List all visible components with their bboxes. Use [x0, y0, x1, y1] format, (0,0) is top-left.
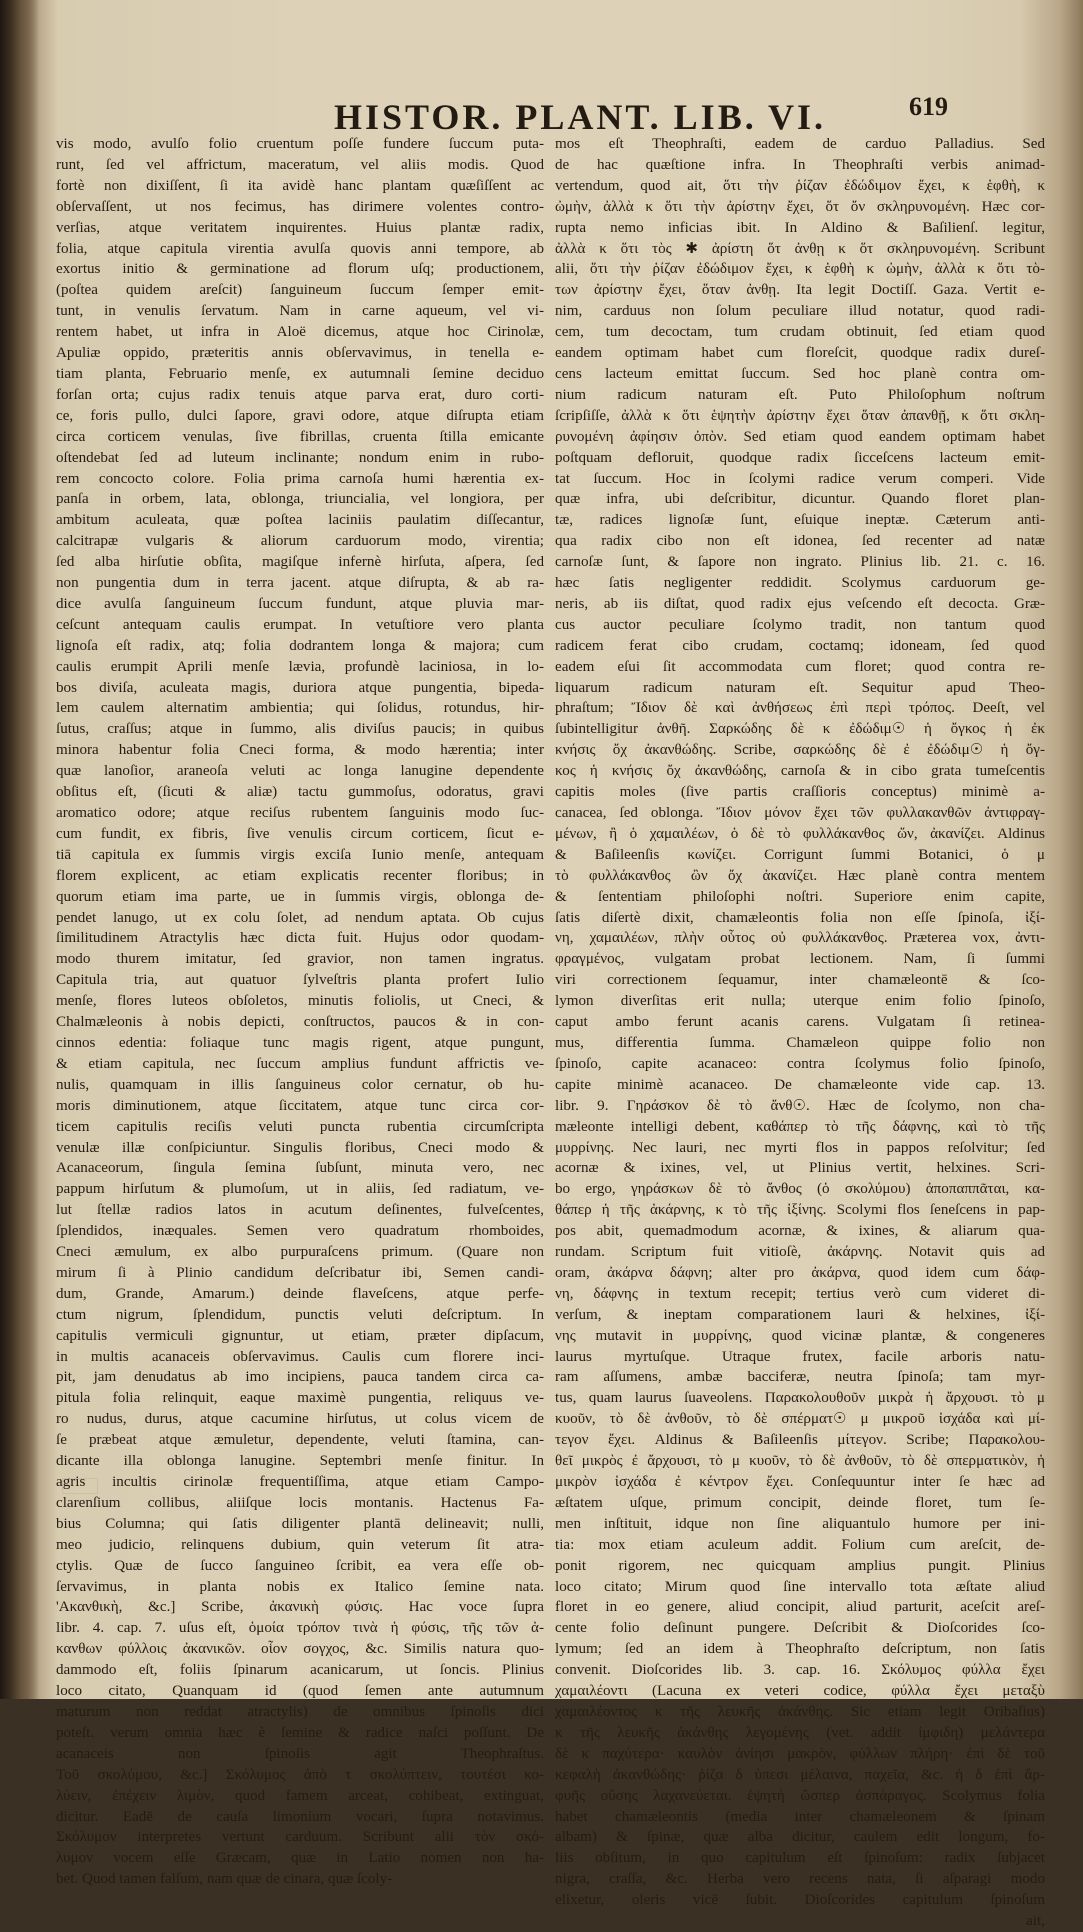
text-line: phraſtum; Ἴδιον δὲ καὶ ἀνθήσεως ἐπὶ περὶ τρόπος. Deeſt, vel: [555, 700, 1045, 717]
text-line: ſatis diſertè dixit, chamæleontis folia non eſſe ſpinoſa, ἰξί-: [555, 909, 1045, 926]
text-line: bo ergo, γηράσκων δὲ τὸ ἄνθος (ὁ σκολύμου) ἀποπαππᾶται, κα-: [555, 1181, 1045, 1198]
text-line: calcitrapæ vulgaris & aliorum carduorum modo, virentia;: [56, 533, 544, 550]
text-line: & ſententiam philoſophi noſtri. Superiore enim capite,: [555, 888, 1045, 905]
text-line: ait,: [1026, 1913, 1045, 1930]
text-line: quæ infra, ubi deſcribitur, dicuntur. Quando floret plan-: [555, 491, 1045, 508]
text-line: capite minimè acanaceo. De chamæleonte vide cap. 13.: [555, 1076, 1045, 1093]
text-line: folia, atque capitula virentia avulſa quovis anni tempore, ab: [56, 240, 544, 257]
text-line: canacea, ſed oblonga. Ἴδιον μόνον ἔχει τῶν φυλλακανθῶν ἀντιφραγ-: [555, 805, 1045, 821]
text-line: radicem ferat cibo crudam, coctamq; idoneam, ſed quod: [555, 637, 1045, 654]
text-line: obſitus eſt, (ſicuti & aliæ) tactu gummoſus, odoratus, gravi: [56, 784, 544, 801]
text-line: forſan orta; cujus radix tenuis atque parva erat, duro corti-: [56, 386, 544, 403]
text-line: fortè non dixiſſent, ſi ita avidè hanc plantam quæſiſſent ac: [56, 177, 544, 194]
text-line: ſe præbeat atque æmuletur, dependente, veluti ſtamina, can-: [56, 1432, 544, 1449]
text-line: mos eſt Theophraſti, eadem de carduo Palladius. Sed: [555, 136, 1045, 152]
text-line: τεγον ἔχει. Aldinus & Baſileenſis μίτεγον. Scribe; Παρακολου-: [555, 1432, 1045, 1449]
text-line: & Baſileenſis κωνίζει. Corrigunt ſummi Botanici, ὁ μ: [555, 846, 1045, 863]
text-line: λύειν, ἐπέχειν λιμὸν, quod famem arceat, cohibeat, extinguat,: [56, 1787, 544, 1804]
text-line: bius Columna; qui ſatis diligenter plantā delineavit; nulli,: [56, 1515, 544, 1532]
text-line: Apuliæ oppido, præteritis annis obſervavimus, in tenella e-: [56, 345, 544, 362]
text-line: ceſcunt antequam caulis erumpat. In vetuſtiore vero planta: [56, 616, 544, 633]
text-line: νη, χαμαιλέων, πλὴν οὗτος οὐ φυλλάκανθος. Præterea vox, ἀντι-: [555, 930, 1045, 947]
text-line: μένων, ἢ ὁ χαμαιλέων, ὁ δὲ τὸ φυλλάκανθος ὤν, ἀκανίζει. Aldinus: [555, 825, 1045, 842]
text-line: dum, Grande, Amarum.) deinde flaveſcens, atque perfe-: [56, 1285, 544, 1302]
text-line: cem, tum decoctam, tum crudam obtinuit, ſed etiam quod: [555, 324, 1045, 341]
text-line: tia: mox etiam aculeum addit. Folium cum areſcit, de-: [555, 1536, 1045, 1553]
page-number: 619: [909, 92, 948, 121]
text-line: pit, jam denudatus ab imo incipiens, pauca tandem circa ca-: [56, 1369, 544, 1386]
text-line: convenit. Dioſcorides lib. 3. cap. 16. Σκόλυμος φύλλα ἔχει: [555, 1662, 1045, 1679]
text-line: agris incultis cirinolæ frequentiſſima, atque etiam Campo-: [56, 1474, 544, 1490]
text-line: νης mutavit in μυρρίνης, quod vicinæ plantæ, & congeneres: [555, 1327, 1045, 1344]
text-line: ρυνομένη ἀφίησιν ὀπὸν. Sed etiam quod eandem optimam habet: [555, 428, 1045, 445]
text-line: ſplendidos, inæquales. Semen vero quadratum rhomboides,: [56, 1223, 544, 1240]
text-line: capitulis vermiculi gignuntur, ut etiam, præter dipſacum,: [56, 1327, 544, 1344]
text-line: rupta nemo inficias ibit. In Aldino & Baſilienſ. legitur,: [555, 219, 1045, 236]
text-line: meo judicio, relinquens dubium, quin veterum ſit atra-: [56, 1536, 544, 1553]
text-line: panſa in orbem, lata, oblonga, triuncialia, vel longiora, per: [56, 491, 544, 508]
text-line: cum fundit, ex fibris, ſive venulis circum corticem, ſicut e-: [56, 825, 544, 842]
text-line: ὠμὴν, ἀλλὰ κ ὅτι τὴν ἀρίστην ἔχει, ὅτ ὄν σκληρυνομένη. Hæc cor-: [555, 198, 1045, 215]
text-line: eadem eſui ſit accommodata cum floret; quod contra re-: [555, 658, 1045, 675]
text-line: κανθων φύλλοις ἀκανικῶν. οἷον σογχος, &c. Similis natura quo-: [56, 1641, 544, 1658]
text-line: laurus myrtuſque. Utraque frutex, facile arboris natu-: [555, 1348, 1045, 1365]
text-line: in multis acanaceis obſervavimus. Caulis cum florere inci-: [56, 1348, 544, 1365]
text-line: ſcripſiſſe, ἀλλὰ κ ὅτι ἑψητὴν ἀρίστην ἔχει ὅταν ἀπανθῇ, κ ὅτι σκλη-: [555, 407, 1045, 424]
text-line: ἀλλὰ κ ὅτι τὸς ✱ ἀρίστη ὅτ ἀνθῃ κ ὅτ σκληρυνομένη. Scribunt: [555, 240, 1045, 257]
text-line: bos diviſa, aculeata magis, duriora atque pungentia, bipeda-: [56, 679, 544, 696]
text-line: cens lacteum emittat ſuccum. Sed hoc planè contra om-: [555, 365, 1045, 382]
text-line: χαμαιλέοντι (Lacuna ex veteri codice, φύλλα ἔχει μεταξὺ: [555, 1683, 1045, 1700]
text-line: nigra, craſſa, &c. Herba vero recens nata, ſi aſparagi modo: [555, 1871, 1045, 1888]
text-line: φυῆς οὔσης λαχανεύεται. ἑψητὴ ὥσπερ ἀσπάραγος. Scolymus folia: [555, 1787, 1045, 1804]
text-line: ponit rigorem, nec quicquam amplius pungit. Plinius: [555, 1557, 1045, 1574]
text-line: quorum etiam ima parte, ue in ſummis virgis, oblonga de-: [56, 888, 544, 905]
text-line: μυρρίνης. Nec lauri, nec myrti flos in pappos reſolvitur; ſed: [555, 1139, 1045, 1156]
library-stamp-mark: [62, 1478, 98, 1494]
text-line: dammodo eſt, foliis ſpinarum acanicarum, ut ſoncis. Plinius: [56, 1662, 544, 1679]
text-line: liis obſitum, in quo capitulum eſt ſpinoſum: radix ſubjacet: [555, 1850, 1045, 1867]
text-line: φραγμένος, vulgatam probat lectionem. Nam, ſi ſummi: [555, 951, 1045, 968]
text-line: 'Ακανθικὴ, &c.] Scribe, ἀκανικὴ φύσις. Hac voce ſupra: [56, 1599, 544, 1616]
text-line: caulis erumpit Aprili menſe lævia, profundè laciniosa, in lo-: [56, 658, 544, 675]
text-line: ticem capitulis reciſis veluti puncta rubentia circumſcripta: [56, 1118, 544, 1135]
text-line: ctum nigrum, ſplendidum, punctis veluti deſcriptum. In: [56, 1306, 544, 1323]
text-line: των ἀρίστην ἔχει, ὅταν ἀνθῃ. Ita legit Doctiſſ. Gaza. Vertit e-: [555, 282, 1045, 299]
text-line: aromatico odore; atque reciſus rubentem ſanguinis modo ſuc-: [56, 805, 544, 821]
text-line: κυοῦν, τὸ δὲ ἀνθοῦν, τὸ δὲ σπέρματ☉ μ μικροῦ ἰσχάδα καὶ μί-: [555, 1411, 1045, 1428]
text-line: θεῖ μικρὸς ἐ ἄρχουσι, τὸ μ κυοῦν, τὸ δὲ ἀνθοῦν, τὸ δὲ σπερματικὸν, ἡ: [555, 1453, 1045, 1470]
text-line: Chalmæleonis à nobis depicti, conſtructos, paucos & in con-: [56, 1014, 544, 1031]
text-line: acornæ & ixines, vel, ut Plinius vertit, helxines. Scri-: [555, 1160, 1045, 1177]
text-line: rundam. Scriptum fuit vitioſè, ἀκάρνης. Notavit quis ad: [555, 1244, 1045, 1261]
text-line: eandem optimam habet cum floreſcit, quodque radix dureſ-: [555, 345, 1045, 362]
text-line: ro nudus, durus, atque cacumine hirſutus, ut colus vicem de: [56, 1411, 544, 1428]
text-line: mæleonte intelligi debent, καθάπερ τὸ τῆς δάφνης, καὶ τὸ τῆς: [555, 1118, 1045, 1135]
text-line: Acanaceorum, ſingula ſemina ſubſunt, minuta vero, nec: [56, 1160, 544, 1177]
text-line: ſed alba hirſutie obſita, magiſque infernè hirſuta, aſpera, ſed: [56, 554, 544, 571]
text-line: ſutus, craſſus; atque in ſummo, alis diviſus paucis; in quibus: [56, 721, 544, 738]
text-line: lem caulem alternatim ambientia; qui ſolidus, rotundus, hir-: [56, 700, 544, 717]
text-line: de hac quæſtione infra. In Theophraſti verbis animad-: [555, 156, 1045, 173]
right-column: [555, 134, 1045, 1932]
text-line: dice avulſa ſanguineum ſuccum fundunt, atque pluvia mar-: [56, 595, 544, 612]
text-line: poſtquam defloruit, quodque radix ſicceſcens lacteum emit-: [555, 449, 1045, 466]
text-line: loco citato, Quanquam id (quod ſemen ante autumnum: [56, 1683, 544, 1700]
text-line: nium radicum naturam eſt. Puto Philoſophum noſtrum: [555, 386, 1045, 403]
text-line: mus, differentia ſumma. Chamæleon quippe folio non: [555, 1034, 1045, 1051]
text-line: cente folio deſinunt pungere. Deſcribit & Dioſcorides ſco-: [555, 1620, 1045, 1637]
text-line: neris, ab iis diſtat, quod radix ejus veſcendo eſt decocta. Græ-: [555, 595, 1045, 612]
text-line: albam) & ſpinæ, quæ alba dicitur, caulem edit longum, fo-: [555, 1829, 1045, 1846]
text-line: pitula folia relinquit, eaque maximè pungentia, reliquus ve-: [56, 1390, 544, 1407]
text-line: (poſtea quidem areſcit) ſanguineum ſuccum ſemper emit-: [56, 282, 544, 299]
text-line: tæ, radices lignoſæ ſunt, eſuique ineptæ. Cæterum anti-: [555, 512, 1045, 529]
text-line: quæ lanoſior, araneoſa veluti ac longa lanugine dependente: [56, 763, 544, 780]
text-line: bet. Quod tamen falſum, nam quæ de cinara, quæ ſcoly-: [56, 1871, 393, 1888]
text-line: νη, δάφνης in textum recepit; tertius verò cum videret di-: [555, 1285, 1045, 1302]
text-line: libr. 4. cap. 7. uſus eſt, ὁμοία τρόπον τινὰ ἡ φύσις, τῆς τῶν ἀ-: [56, 1620, 544, 1637]
text-line: tiā capitula ex ſummis virgis exciſa Iunio menſe, antequam: [56, 846, 544, 863]
text-line: τὸ φυλλάκανθος ὢν ὄχ ἀκανίζει. Hæc planè contra mentem: [555, 867, 1045, 884]
text-line: pendet lanugo, ut ex colu ſolet, ad nendum aptata. Ob cujus: [56, 909, 544, 926]
text-line: Τοῦ σκολύμου, &c.] Σκόλυμος ἀπὸ τ σκολύπτειν, τουτέσι κο-: [56, 1766, 544, 1783]
text-line: tat ſuccum. Hoc in ſcolymi radice verum comperi. Vide: [555, 470, 1045, 487]
text-line: viri correctionem ſequamur, inter chamæleontē & ſco-: [555, 972, 1045, 989]
text-line: tiam planta, Februario menſe, ex autumnali ſemine deciduo: [56, 365, 544, 382]
text-line: men inſtituit, idque non ſine aliquantulo humore per ini-: [555, 1515, 1045, 1532]
text-line: & etiam capitula, nec ſuccum amplius fundunt affrictis ve-: [56, 1055, 544, 1072]
text-line: verſum, & ineptam comparationem lauri & helxines, ἰξί-: [555, 1306, 1045, 1323]
text-line: clarenſium collibus, aliiſque locis montanis. Hactenus Fa-: [56, 1494, 544, 1511]
text-line: modo thurem imitatur, ſed gravior, non tamen ingratus.: [56, 951, 544, 968]
text-line: vertendum, quod ait, ὅτι τὴν ῥίζαν ἐδώδιμον ἔχει, κ ἑφθὴ, κ: [555, 177, 1045, 194]
page-gutter-shadow: [0, 0, 40, 1699]
text-line: dicante illa oblonga lanugine. Septembri menſe finitur. In: [56, 1453, 544, 1470]
text-line: ctylis. Quæ de ſucco ſanguineo ſcribit, ea vera eſſe ob-: [56, 1557, 544, 1574]
text-line: ſubintelligitur ἀνθῆ. Σαρκώδης δὲ κ ἐδώδιμ☉ ἡ ὄγκος ἡ ἐκ: [555, 721, 1045, 738]
text-line: μικρὸν ἰσχάδα ἐ κέντρον ἔχει. Conſequuntur inter ſe hæc ad: [555, 1474, 1045, 1490]
text-line: hæc ſatis negligenter reddidit. Scolymus carduorum ge-: [555, 575, 1045, 592]
text-line: venulæ illæ conſpiciuntur. Singulis floribus, Cneci modo &: [56, 1139, 544, 1156]
text-line: circa corticem venulas, ſive fibrillas, cruenta ſtilla emicante: [56, 428, 544, 445]
text-line: menſe, flores luteos obſoletos, minutis foliolis, ut Cneci, &: [56, 993, 544, 1010]
left-column: [56, 134, 544, 1890]
text-line: pappum hirſutum & plumoſum, ut in aliis, ſed radiatum, ve-: [56, 1181, 544, 1198]
text-line: oſtendebat ſed ad luteum inclinante; nondum enim in rubo-: [56, 449, 544, 466]
text-line: pos abit, quemadmodum acornæ, & ixines, & aliarum qua-: [555, 1223, 1045, 1240]
text-line: lymum; ſed an idem à Theophraſto deſcriptum, non ſatis: [555, 1641, 1045, 1658]
text-line: minora habentur folia Cneci forma, & modo hærentia; inter: [56, 742, 544, 759]
text-line: κος ἡ κνήσις ὄχ ἀκανθώδης, carnoſa & in cibo grata tumeſcentis: [555, 763, 1045, 780]
text-line: alii, ὅτι τὴν ῥίζαν ἐδώδιμον ἔχει, κ ἑφθὴ κ ὠμὴν, ἀλλὰ κ ὅτι τὸ-: [555, 261, 1045, 278]
text-line: habet chamæleontis (media inter chamæleonem & ſpinam: [555, 1808, 1045, 1825]
text-line: mirum ſi à Plinio candidum deſcribatur ibi, Semen candi-: [56, 1264, 544, 1281]
text-line: κνήσις ὄχ ἀκανθώδης. Scribe, σαρκώδης δὲ ἐ ἐδώδιμ☉ ἡ ὄγ-: [555, 742, 1045, 759]
text-line: oram, ἀκάρνα δάφνη; alter pro ἀκάρνα, quod idem cum δάφ-: [555, 1264, 1045, 1281]
text-line: κεφαλὴ ἀκανθώδης· ῥίζα δ ὑπεσι μέλαινα, παχεῖα, &c. ἡ δ ἐπὶ ἄρ-: [555, 1766, 1045, 1783]
text-line: acanaceis non ſpinoſis agit Theophraſtus.: [56, 1745, 544, 1762]
text-line: maturum non reddat atractylis) de omnibus ſpinoſis dici: [56, 1703, 544, 1720]
text-line: ſpinoſo, capite acanaceo: contra ſcolymus folio ſpinoſo,: [555, 1055, 1045, 1072]
text-line: verſias, atque veritatem inquirentes. Huius plantæ radix,: [56, 219, 544, 236]
text-line: floret in eo genere, aliud concipit, aliud parturit, aceſcit areſ-: [555, 1599, 1045, 1616]
text-line: rem concocto colore. Folia prima carnoſa humi hærentia ex-: [56, 470, 544, 487]
text-line: lignoſa eſt radix, atq; folia dodrantem longa & majora; cum: [56, 637, 544, 654]
text-line: liquarum radicum naturam eſt. Sequitur apud Theo-: [555, 679, 1045, 696]
text-line: Σκόλυμον interpretes vertunt carduum. Scribunt alii τὸν σκό-: [56, 1829, 544, 1846]
text-line: cus auctor peculiare ſcolymo tradit, non tantum quod: [555, 616, 1045, 633]
text-line: Capitula tria, aut quatuor ſylveſtris planta profert Iulio: [56, 972, 544, 989]
text-line: Cneci æmulum, ex albo purpuraſcens primum. (Quare non: [56, 1244, 544, 1261]
text-line: poteſt. verum omnia hæc è ſemine & radice naſci poſſunt. De: [56, 1724, 544, 1741]
text-line: λυμον vocem eſſe Græcam, quæ in Latio nomen non ha-: [56, 1850, 544, 1867]
text-line: ſimilitudinem Atractylis hæc dicta fuit. Hujus odor quodam-: [56, 930, 544, 947]
text-line: carnoſæ ſunt, & ſapore non ingrato. Plinius lib. 21. c. 16.: [555, 554, 1045, 571]
text-line: florem explicent, ac etiam explicatis recenter floribus; in: [56, 867, 544, 884]
text-line: cinnos edentia: foliaque tunc magis rigent, atque pungunt,: [56, 1034, 544, 1051]
text-line: nulis, quamquam in illis ſanguineus color cernatur, ob hu-: [56, 1076, 544, 1093]
text-line: capitis moles (ſive partis craſſioris conceptus) minimè a-: [555, 784, 1045, 801]
text-line: lut ſtellæ radios latos in acutum deſinentes, fulveſcentes,: [56, 1202, 544, 1219]
text-line: θάπερ ἡ τῆς ἀκάρνης, κ τὸ τῆς ἰξίνης. Scolymi flos ſeneſcens in pap-: [555, 1202, 1045, 1219]
text-line: nim, carduus non ſolum peculiare illud notatur, quod radi-: [555, 303, 1045, 320]
text-line: χαμαιλέοντος κ τῆς λευκῆς ἀκάνθης. Sic etiam legit Oribaſius): [555, 1703, 1045, 1720]
text-line: obſervaſſent, ut nos fecimus, has dirimere volentes contro-: [56, 198, 544, 215]
text-line: tunt, in venulis ſervatum. Nam in carne aqueum, vel vi-: [56, 303, 544, 320]
text-line: ce, foris pullo, dulci ſapore, gravi odore, atque diſrupta etiam: [56, 407, 544, 424]
text-line: κ τῆς λευκῆς ἀκάνθης λεγομένης (vet. addit ἰμφιδη) μελάντερα: [555, 1724, 1045, 1741]
text-line: rentem habet, ut infra in Aloë dicemus, atque hoc Cirinolæ,: [56, 324, 544, 341]
text-line: loco citato; Mirum quod ſine intervallo tota æſtate aliud: [555, 1578, 1045, 1595]
text-line: ſervavimus, in planta nobis ex Italico ſemine nata.: [56, 1578, 544, 1595]
text-line: libr. 9. Γηράσκον δὲ τὸ ἄνθ☉. Hæc de ſcolymo, non cha-: [555, 1097, 1045, 1114]
text-line: tus, quam laurus ſuaveolens. Παρακολουθοῦν μικρὰ ἡ ἄρχουσι. τὸ μ: [555, 1390, 1045, 1407]
text-line: ram aſſumens, ambæ bacciferæ, neutra ſpinoſa; tam myr-: [555, 1369, 1045, 1386]
text-line: runt, ſed vel affrictum, maceratum, vel aliis modis. Quod: [56, 156, 544, 173]
text-line: vis modo, avulſo folio cruentum poſſe fundere ſuccum puta-: [56, 136, 544, 152]
text-line: lymon diverſitas erit nulla; uterque enim folio ſpinoſo,: [555, 993, 1045, 1010]
text-line: æſtatem uſque, primum concipit, deinde floret, tum ſe-: [555, 1494, 1045, 1511]
running-head: HISTOR. PLANT. LIB. VI.: [333, 97, 827, 137]
text-line: caput ambo ferunt acanis carens. Vulgatam ſi retinea-: [555, 1014, 1045, 1031]
text-line: dicitur. Eadē de cauſa limonium vocari, ſupra notavimus.: [56, 1808, 544, 1825]
text-line: non pungentia dum in terra jacent. atque diſrupta, & ab ra-: [56, 575, 544, 592]
text-line: exortus initio & germinatione ad florum uſq; productionem,: [56, 261, 544, 278]
text-line: moris diminutionem, atque ſiccitatem, atque tunc circa cor-: [56, 1097, 544, 1114]
text-line: ambitum aculeata, quæ poſtea laciniis paulatim diſſecantur,: [56, 512, 544, 529]
text-line: δὲ κ παχύτερα· καυλὸν ἀνίησι μακρὸν, φύλλων πλήρη· ἐπὶ δὲ τοῦ: [555, 1745, 1045, 1762]
text-line: elixetur, oleris vicē ſubit. Dioſcorides capitulum ſpinoſum: [555, 1892, 1045, 1909]
text-line: qua radix cibo non eſt idonea, ſed recenter ad natæ: [555, 533, 1045, 550]
